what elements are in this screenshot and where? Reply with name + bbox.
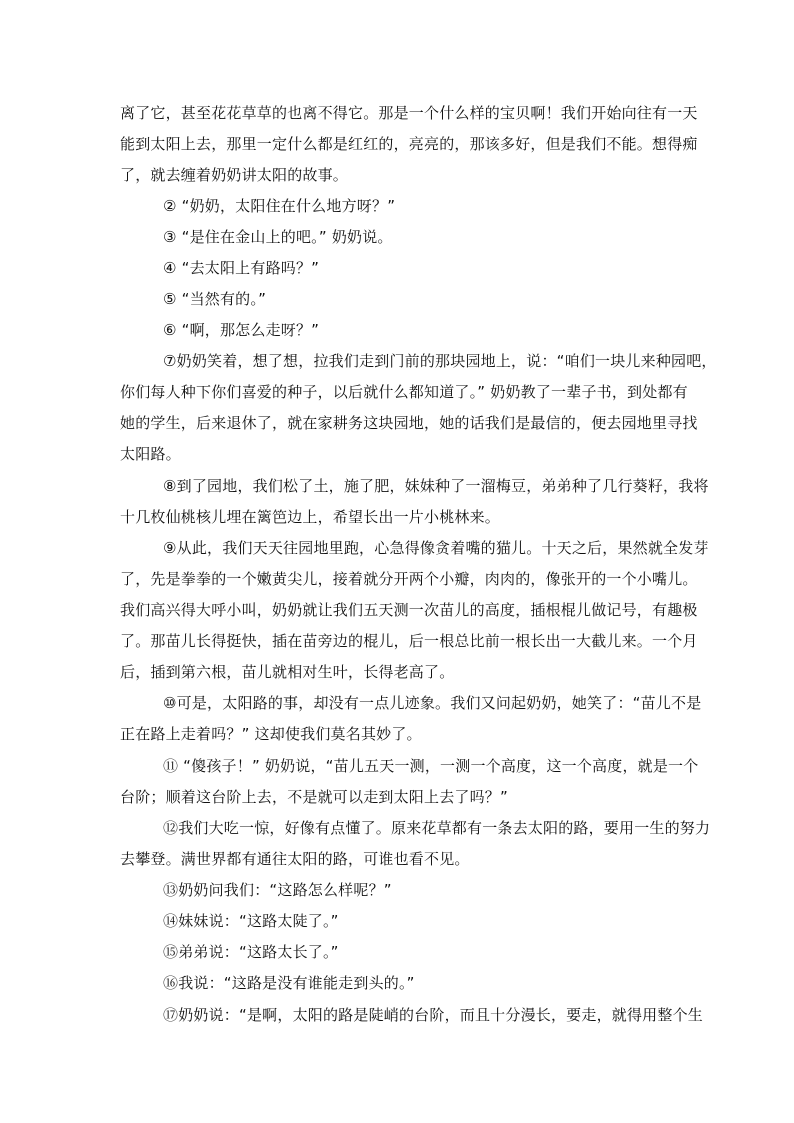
text-line: 我们高兴得大呼小叫，奶奶就让我们五天测一次苗儿的高度，插根棍儿做记号，有趣极 — [120, 601, 698, 619]
text-line: ⑯我说：“这路是没有谁能走到头的。” — [163, 974, 415, 992]
text-line: ⑩可是，太阳路的事，却没有一点儿迹象。我们又问起奶奶，她笑了：“苗儿不是 — [163, 694, 702, 712]
text-line: ⑤ “当然有的。” — [163, 290, 267, 308]
text-line: ④ “去太阳上有路吗？” — [163, 259, 320, 277]
text-line: 台阶；顺着这台阶上去，不是就可以走到太阳上去了吗？” — [120, 788, 508, 806]
text-line: 去攀登。满世界都有通往太阳的路，可谁也看不见。 — [120, 850, 470, 868]
text-line: ③ “是住在金山上的吧。” 奶奶说。 — [163, 228, 393, 246]
text-line: ⑰奶奶说：“是啊，太阳的路是陡峭的台阶，而且十分漫长，要走，就得用整个生 — [163, 1006, 703, 1024]
text-line: 能到太阳上去，那里一定什么都是红红的，亮亮的，那该多好，但是我们不能。想得痴 — [120, 135, 698, 153]
text-line: 你们每人种下你们喜爱的种子，以后就什么都知道了。” 奶奶教了一辈子书，到处都有 — [120, 383, 688, 401]
text-line: 十几枚仙桃核儿埋在篱笆边上，希望长出一片小桃林来。 — [120, 508, 501, 526]
text-line: ⑭妹妹说：“这路太陡了。” — [163, 912, 339, 930]
text-line: 了，就去缠着奶奶讲太阳的故事。 — [120, 166, 349, 184]
text-line: 离了它，甚至花花草草的也离不得它。那是一个什么样的宝贝啊！我们开始向往有一天 — [120, 104, 698, 122]
text-line: 她的学生，后来退休了，就在家耕务这块园地，她的话我们是最信的，便去园地里寻找 — [120, 414, 698, 432]
text-line: ⑨从此，我们天天往园地里跑，心急得像贪着嘴的猫儿。十天之后，果然就全发芽 — [163, 539, 709, 557]
text-line: ⑮弟弟说：“这路太长了。” — [163, 943, 339, 961]
text-line: ⑧到了园地，我们松了土，施了肥，妹妹种了一溜梅豆，弟弟种了几行葵籽，我将 — [163, 477, 709, 495]
text-line: ⑫我们大吃一惊，好像有点懂了。原来花草都有一条去太阳的路，要用一生的努力 — [163, 819, 711, 837]
text-line: 太阳路。 — [120, 445, 181, 463]
text-line: 了，先是拳拳的一个嫩黄尖儿，接着就分开两个小瓣，肉肉的，像张开的一个小嘴儿。 — [120, 570, 698, 588]
text-line: ⑬奶奶问我们：“这路怎么样呢？” — [163, 881, 392, 899]
text-line: ② “奶奶，太阳住在什么地方呀？” — [163, 197, 396, 215]
text-line: 后，插到第六根，苗儿就相对生叶，长得老高了。 — [120, 663, 455, 681]
text-line: ⑦奶奶笑着，想了想，拉我们走到门前的那块园地上，说：“咱们一块儿来种园吧， — [163, 352, 717, 370]
text-line: ⑥ “啊，那怎么走呀？” — [163, 321, 320, 339]
text-line: 了。那苗儿长得挺快，插在苗旁边的棍儿，后一根总比前一根长出一大截儿来。一个月 — [120, 632, 698, 650]
text-line: 正在路上走着吗？” 这却使我们莫名其妙了。 — [120, 725, 422, 743]
text-line: ⑪ “傻孩子！” 奶奶说，“苗儿五天一测，一测一个高度，这一个高度，就是一个 — [163, 757, 699, 775]
